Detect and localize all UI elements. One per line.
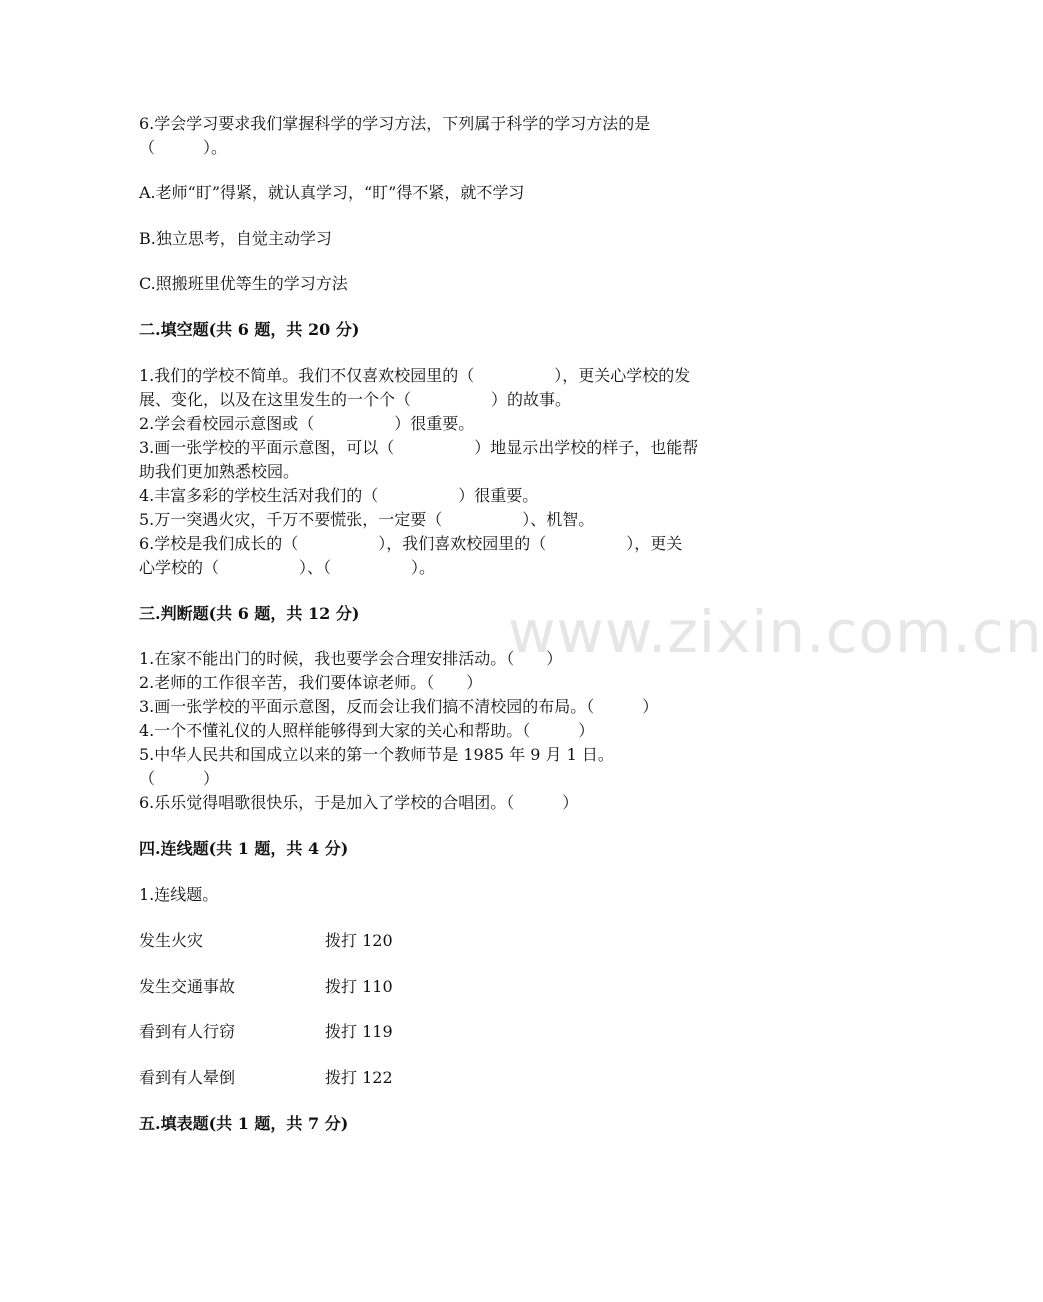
fill-blank-line: 5.万一突遇火灾，千万不要慌张，一定要（ ）、机智。	[139, 510, 595, 529]
question-stem: 6.学会学习要求我们掌握科学的学习方法，下列属于科学的学习方法的是	[139, 114, 651, 133]
true-false-line: 6.乐乐觉得唱歌很快乐，于是加入了学校的合唱团。（ ）	[139, 793, 579, 812]
true-false-line: 3.画一张学校的平面示意图，反而会让我们搞不清校园的布局。（ ）	[139, 697, 659, 716]
section-heading-matching: 四.连线题(共 1 题，共 4 分)	[139, 839, 349, 858]
true-false-line: 4.一个不懂礼仪的人照样能够得到大家的关心和帮助。（ ）	[139, 721, 595, 740]
matching-left-item: 看到有人行窃	[139, 1022, 236, 1041]
fill-blank-line: 展、变化，以及在这里发生的一个个（ ）的故事。	[139, 390, 572, 409]
true-false-line: 5.中华人民共和国成立以来的第一个教师节是 1985 年 9 月 1 日。	[139, 745, 614, 764]
fill-blank-line: 3.画一张学校的平面示意图，可以（ ）地显示出学校的样子，也能帮	[139, 438, 699, 457]
true-false-line: （ ）	[139, 769, 220, 788]
matching-right-item: 拨打 122	[325, 1068, 393, 1087]
section-heading-table: 五.填表题(共 1 题，共 7 分)	[139, 1114, 349, 1133]
matching-right-item: 拨打 120	[325, 931, 393, 950]
matching-right-item: 拨打 110	[325, 977, 393, 996]
fill-blank-line: 2.学会看校园示意图或（ ）很重要。	[139, 414, 475, 433]
matching-left-item: 看到有人晕倒	[139, 1068, 236, 1087]
option-c: C.照搬班里优等生的学习方法	[139, 274, 348, 293]
section-heading-true-false: 三.判断题(共 6 题，共 12 分)	[139, 604, 360, 623]
true-false-line: 1.在家不能出门的时候，我也要学会合理安排活动。（ ）	[139, 649, 563, 668]
option-b: B.独立思考，自觉主动学习	[139, 229, 332, 248]
question-stem-cont: （ ）。	[139, 138, 228, 157]
fill-blank-line: 6.学校是我们成长的（ ），我们喜欢校园里的（ ），更关	[139, 534, 683, 553]
matching-question: 1.连线题。	[139, 885, 219, 904]
fill-blank-line: 心学校的（ ）、（ ）。	[139, 558, 436, 577]
option-a: A.老师“盯”得紧，就认真学习，“盯”得不紧，就不学习	[139, 183, 525, 202]
section-heading-fill-blank: 二.填空题(共 6 题，共 20 分)	[139, 320, 360, 339]
matching-right-item: 拨打 119	[325, 1022, 393, 1041]
true-false-line: 2.老师的工作很辛苦，我们要体谅老师。（ ）	[139, 673, 483, 692]
fill-blank-line: 4.丰富多彩的学校生活对我们的（ ）很重要。	[139, 486, 539, 505]
matching-left-item: 发生火灾	[139, 931, 204, 950]
fill-blank-line: 助我们更加熟悉校园。	[139, 462, 300, 481]
watermark: www.zixin.com.cn	[508, 598, 1043, 666]
fill-blank-line: 1.我们的学校不简单。我们不仅喜欢校园里的（ ），更关心学校的发	[139, 366, 691, 385]
matching-left-item: 发生交通事故	[139, 977, 236, 996]
